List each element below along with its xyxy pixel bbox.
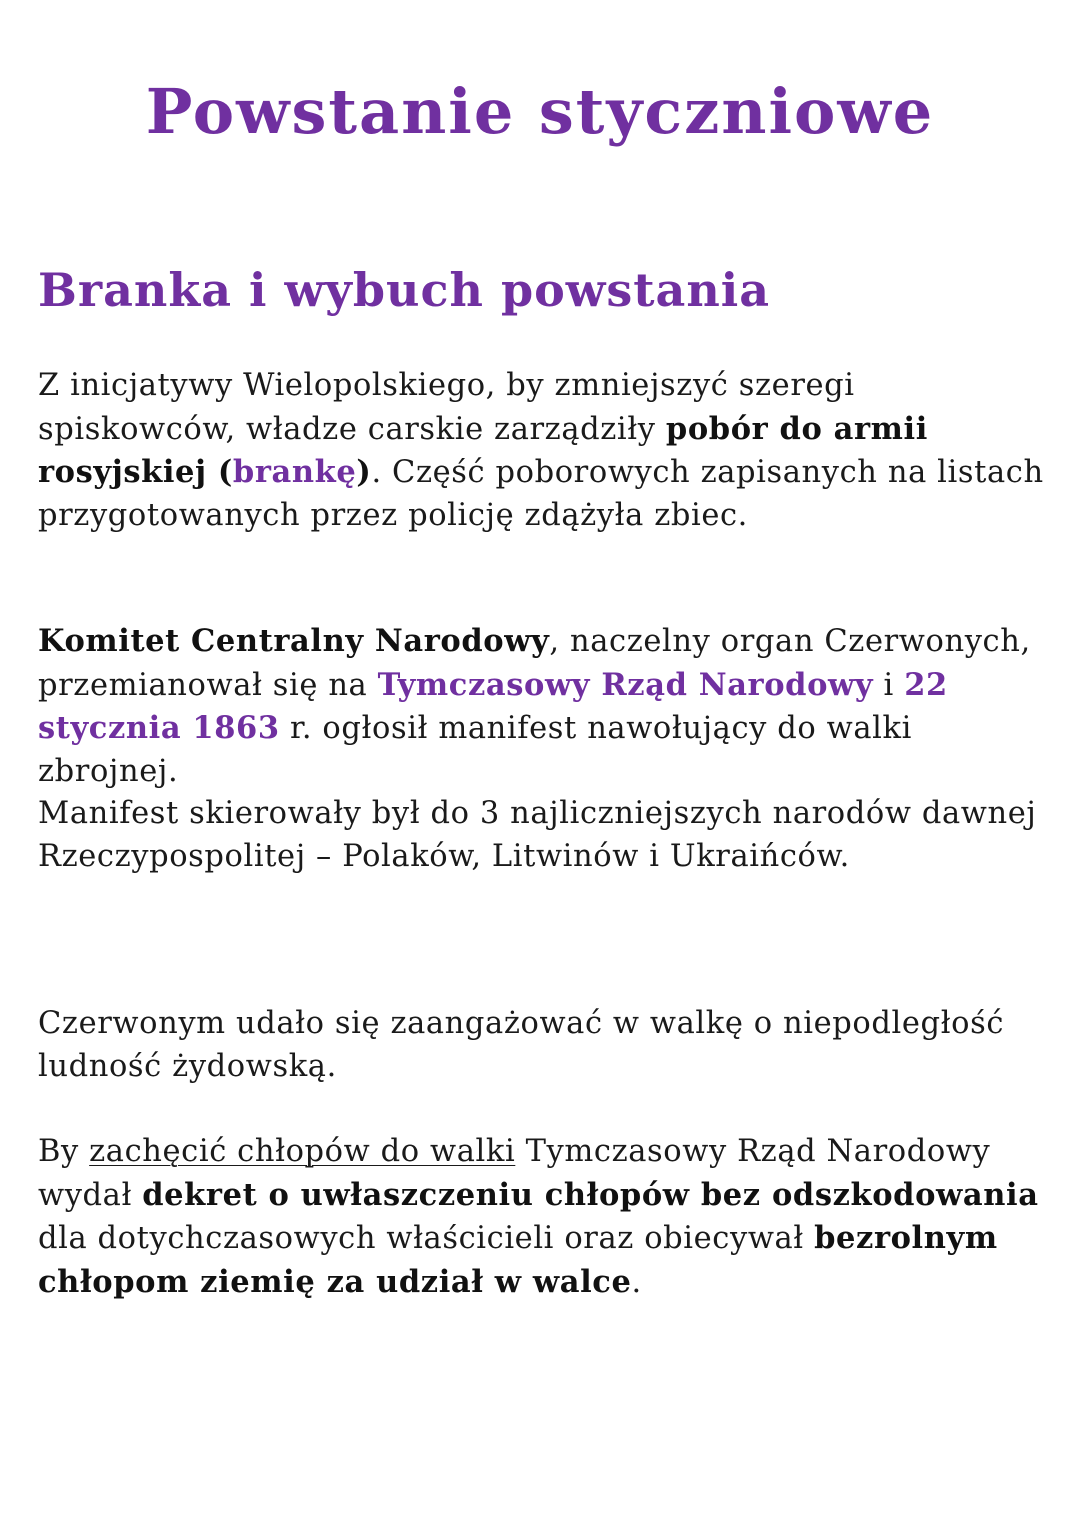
underlined-phrase: zachęcić chłopów do walki bbox=[89, 1134, 516, 1169]
highlight-term-branka: brankę bbox=[232, 454, 357, 491]
bold-term-dekret: dekret o uwłaszczeniu chłopów bez odszkodowania bbox=[142, 1176, 1039, 1213]
text-run: Tymczasowy Rząd Narodowy wydał bbox=[38, 1134, 991, 1213]
text-run: . Część poborowych zapisanych na listach przygotowanych przez policję zdążyła zbiec. bbox=[38, 455, 1044, 533]
text-run: r. ogłosił manifest nawołujący do walki zbrojnej. bbox=[38, 711, 912, 789]
text-run: dla dotychczasowych właścicieli oraz obiecywał bbox=[38, 1221, 815, 1257]
section-heading: Branka i wybuch powstania bbox=[38, 263, 771, 317]
bold-term-komitet: Komitet Centralny Narodowy bbox=[38, 623, 550, 659]
text-run: i bbox=[873, 667, 905, 703]
text-run: By bbox=[38, 1134, 90, 1169]
text-run: , naczelny organ Czerwonych, przemianował się na bbox=[38, 624, 1031, 703]
paragraph-dekret bbox=[38, 1131, 1048, 1304]
paragraph-zydzi: Czerwonym udało się zaangażować w walkę o niepodległość ludność żydowską. bbox=[38, 1006, 1005, 1084]
text-run: . bbox=[631, 1264, 642, 1300]
paragraph-branka bbox=[38, 365, 1048, 537]
bold-term-pobor: pobór do armii rosyjskiej ( bbox=[38, 410, 928, 491]
highlight-term-rzad: Tymczasowy Rząd Narodowy bbox=[377, 666, 874, 703]
document-title: Powstanie styczniowe bbox=[145, 75, 935, 148]
paragraph-komitet bbox=[38, 620, 1048, 879]
bold-paren: ) bbox=[356, 454, 372, 491]
highlight-date: 22 stycznia 1863 bbox=[38, 666, 948, 747]
text-run: Z inicjatywy Wielopolskiego, by zmniejszyć szeregi spiskowców, władze carskie zarządziły bbox=[38, 368, 855, 447]
bold-term-ziemia: bezrolnym chłopom ziemię za udział w walce bbox=[38, 1220, 998, 1300]
text-run-manifest: Manifest skierowały był do 3 najliczniejszych narodów dawnej Rzeczypospolitej – Polaków, Litwinów i Ukraińców. bbox=[38, 796, 1037, 874]
